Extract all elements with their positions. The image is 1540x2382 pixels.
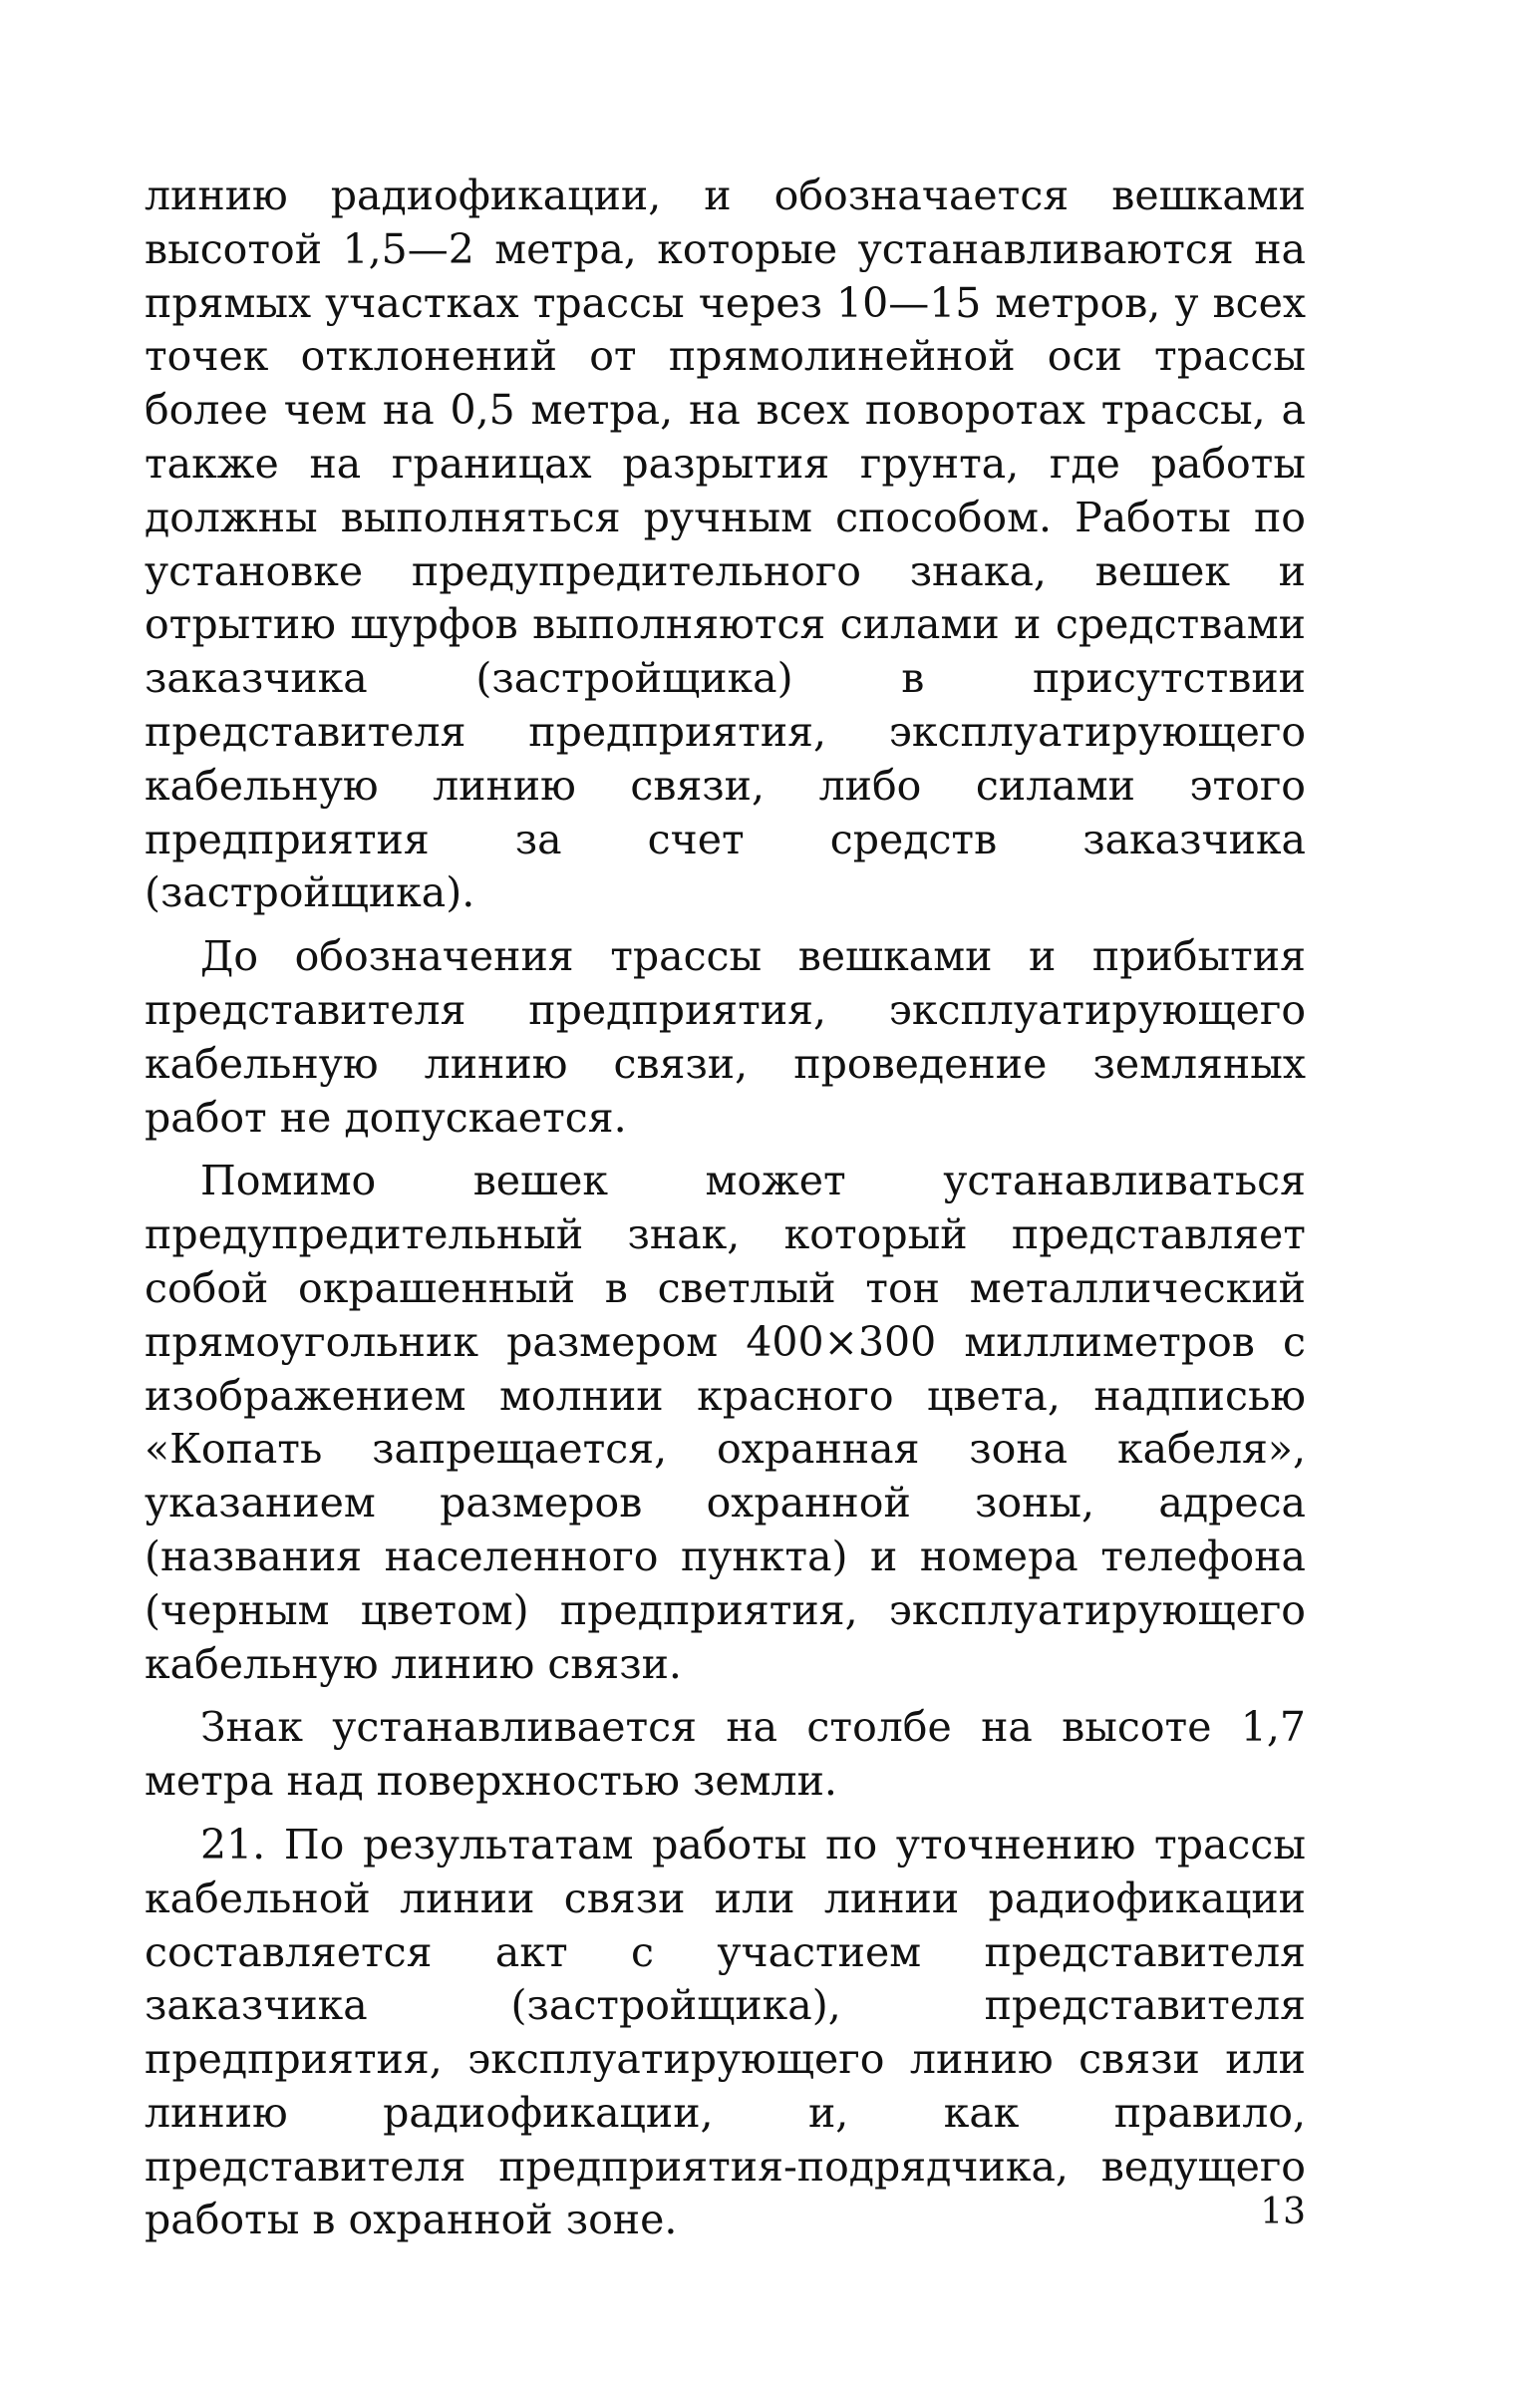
paragraph-marking-before-work: До обозначения трассы вешками и прибытия представителя предприятия, эксплуатирующего кабельную линию связи, проведение земляных работ не допускается. xyxy=(145,932,1306,1142)
paragraph-continuation: линию радиофикации, и обозначается вешками высотой 1,5—2 метра, которые устанавливаются на прямых участках трассы через 10—15 метров, у всех точек отклонений от прямолинейной оси трассы более чем на 0,5 метра, на всех поворотах трассы, а также на границах разрытия грунта, где работы должны выполняться ручным способом. Работы по установке предупредительного знака, вешек и отрытию шурфов выполняются силами и средствами заказчика (застройщика) в присутствии представителя предприятия, эксплуатирующего кабельную линию связи, либо силами этого предприятия за счет средств заказчика (застройщика). xyxy=(145,171,1306,917)
page-number: 13 xyxy=(1260,2192,1306,2232)
paragraph-warning-sign: Помимо вешек может устанавливаться предупредительный знак, который представляет собой окрашенный в светлый тон металлический прямоугольник размером 400×300 миллиметров с изображением молнии красного цвета, надписью «Копать запрещается, охранная зона кабеля», указанием размеров охранной зоны, адреса (названия населенного пункта) и номера телефона (черным цветом) предприятия, эксплуатирующего кабельную линию связи. xyxy=(145,1157,1306,1688)
paragraph-sign-height: Знак устанавливается на столбе на высоте 1,7 метра над поверхностью земли. xyxy=(145,1703,1306,1806)
paragraph-item-21: 21. По результатам работы по уточнению трассы кабельной линии связи или линии радиофикации составляется акт с участием представителя заказчика (застройщика), представителя предприятия, эксплуатирующего линию связи или линию радиофикации, и, как правило, представителя предприятия-подрядчика, ведущего работы в охранной зоне. xyxy=(145,1820,1306,2244)
body-text xyxy=(145,170,1306,2257)
